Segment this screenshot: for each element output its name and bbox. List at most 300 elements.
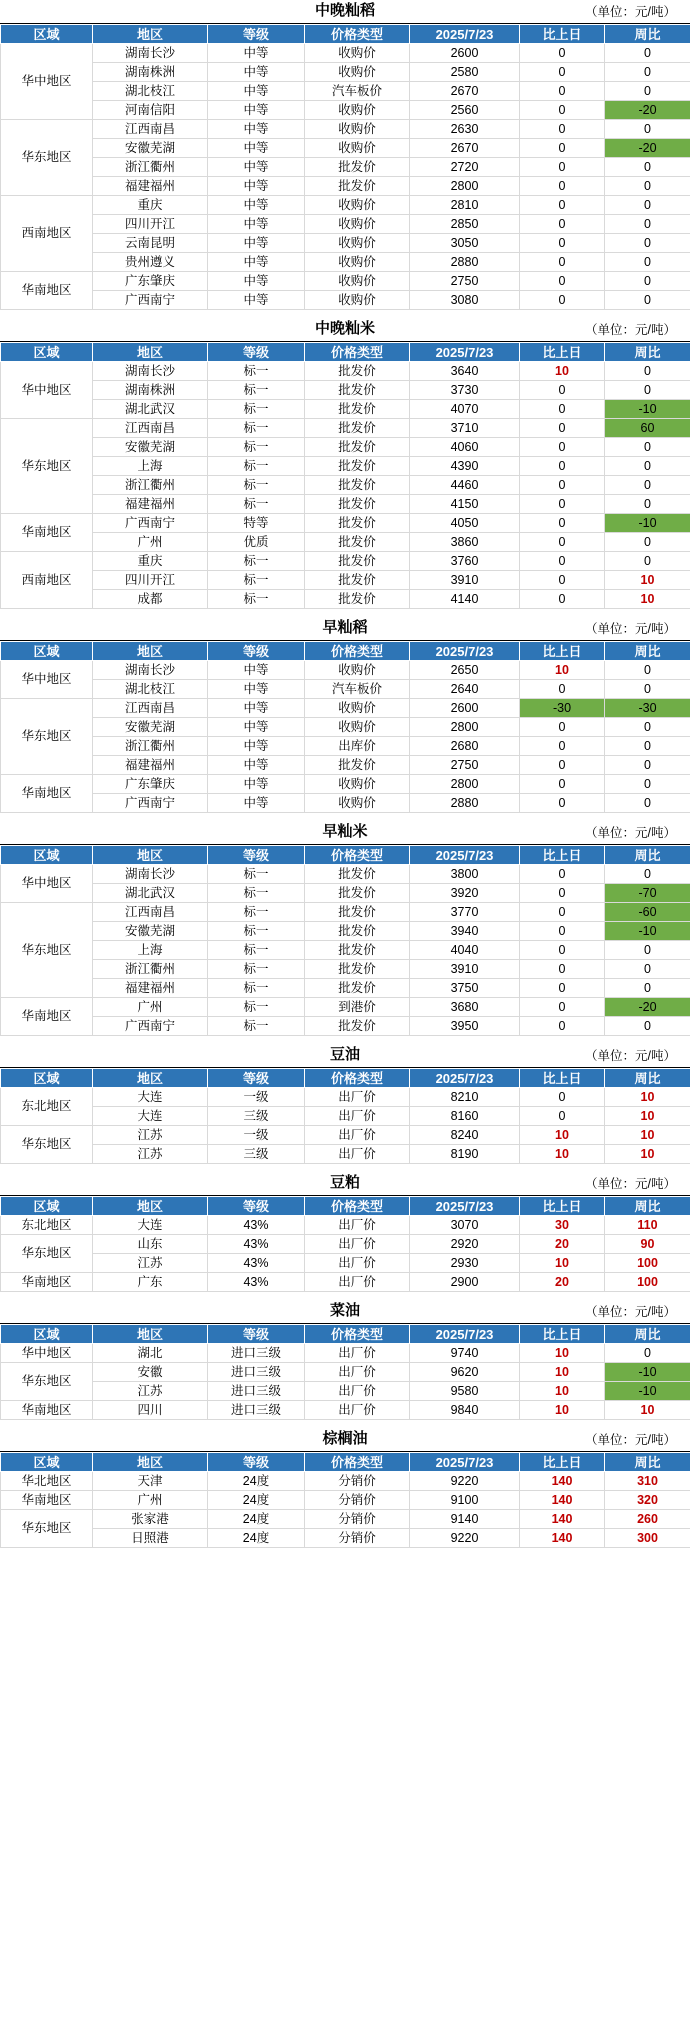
area-cell: 湖南长沙 [93,362,208,381]
area-cell: 安徽 [93,1363,208,1382]
grade-cell: 一级 [208,1126,305,1145]
day-change-cell: 0 [520,571,605,590]
area-cell: 四川 [93,1401,208,1420]
day-change-cell: 0 [520,922,605,941]
area-cell: 四川开江 [93,215,208,234]
price-cell: 2880 [410,794,520,813]
area-cell: 江苏 [93,1126,208,1145]
area-cell: 福建福州 [93,756,208,775]
price-cell: 4070 [410,400,520,419]
table-row [1,571,690,590]
price-type-cell: 分销价 [305,1491,410,1510]
area-cell: 成都 [93,590,208,609]
price-type-cell: 批发价 [305,514,410,533]
grade-cell: 中等 [208,718,305,737]
column-header-0: 区域 [1,642,93,661]
block-header [0,1172,690,1196]
price-cell: 8160 [410,1107,520,1126]
region-cell: 华南地区 [1,514,93,552]
area-cell: 湖南株洲 [93,381,208,400]
price-type-cell: 出厂价 [305,1401,410,1420]
grade-cell: 标一 [208,571,305,590]
price-type-cell: 分销价 [305,1510,410,1529]
price-cell: 2750 [410,756,520,775]
price-cell: 8210 [410,1088,520,1107]
price-cell: 3050 [410,234,520,253]
grade-cell: 进口三级 [208,1401,305,1420]
day-change-cell: 0 [520,903,605,922]
region-cell: 华南地区 [1,272,93,310]
table-row [1,1017,690,1036]
table-row [1,737,690,756]
area-cell: 贵州遵义 [93,253,208,272]
commodity-block [0,617,690,813]
day-change-cell: 0 [520,101,605,120]
table-row [1,44,690,63]
column-header-3: 价格类型 [305,1325,410,1344]
area-cell: 安徽芜湖 [93,922,208,941]
price-type-cell: 出厂价 [305,1107,410,1126]
week-change-cell: 320 [605,1491,690,1510]
area-cell: 江西南昌 [93,419,208,438]
day-change-cell: 10 [520,1363,605,1382]
price-cell: 2810 [410,196,520,215]
table-row [1,1529,690,1548]
unit-label: （单位：元/吨） [585,5,676,19]
day-change-cell: 0 [520,718,605,737]
grade-cell: 进口三级 [208,1363,305,1382]
grade-cell: 24度 [208,1510,305,1529]
day-change-cell: 0 [520,884,605,903]
price-cell: 3760 [410,552,520,571]
price-cell: 3940 [410,922,520,941]
grade-cell: 标一 [208,1017,305,1036]
day-change-cell: 0 [520,400,605,419]
region-cell: 华东地区 [1,1235,93,1273]
day-change-cell: 0 [520,590,605,609]
week-change-cell: -10 [605,514,690,533]
table-row [1,476,690,495]
grade-cell: 中等 [208,756,305,775]
region-cell: 东北地区 [1,1088,93,1126]
region-cell: 华东地区 [1,1363,93,1401]
table-row [1,960,690,979]
week-change-cell: 0 [605,177,690,196]
column-header-2: 等级 [208,1325,305,1344]
grade-cell: 标一 [208,381,305,400]
week-change-cell: 0 [605,718,690,737]
day-change-cell: 10 [520,1254,605,1273]
table-row [1,661,690,680]
price-table [0,1196,690,1292]
column-header-6: 周比 [605,1453,690,1472]
block-title: 豆油 [329,1046,360,1063]
table-row [1,1107,690,1126]
price-cell: 3910 [410,960,520,979]
week-change-cell: -10 [605,1382,690,1401]
area-cell: 福建福州 [93,495,208,514]
price-cell: 3770 [410,903,520,922]
column-header-6: 周比 [605,343,690,362]
grade-cell: 标一 [208,552,305,571]
region-cell: 华东地区 [1,419,93,514]
day-change-cell: 0 [520,272,605,291]
table-row [1,1254,690,1273]
price-type-cell: 批发价 [305,177,410,196]
day-change-cell: 0 [520,215,605,234]
price-type-cell: 收购价 [305,63,410,82]
column-header-2: 等级 [208,343,305,362]
price-cell: 3680 [410,998,520,1017]
area-cell: 广西南宁 [93,794,208,813]
price-type-cell: 收购价 [305,718,410,737]
price-type-cell: 出厂价 [305,1254,410,1273]
grade-cell: 标一 [208,941,305,960]
region-cell: 华南地区 [1,998,93,1036]
day-change-cell: 0 [520,44,605,63]
table-row [1,718,690,737]
week-change-cell: 0 [605,438,690,457]
price-cell: 3070 [410,1216,520,1235]
area-cell: 天津 [93,1472,208,1491]
week-change-cell: 10 [605,1107,690,1126]
region-cell: 华北地区 [1,1472,93,1491]
price-type-cell: 批发价 [305,979,410,998]
week-change-cell: 0 [605,158,690,177]
price-cell: 8190 [410,1145,520,1164]
column-header-0: 区域 [1,1453,93,1472]
grade-cell: 进口三级 [208,1344,305,1363]
table-row [1,1363,690,1382]
table-row [1,979,690,998]
grade-cell: 标一 [208,457,305,476]
price-type-cell: 出厂价 [305,1216,410,1235]
block-title: 豆粕 [329,1174,360,1191]
block-header [0,318,690,342]
day-change-cell: 10 [520,1382,605,1401]
price-type-cell: 批发价 [305,756,410,775]
region-cell: 东北地区 [1,1216,93,1235]
region-cell: 华南地区 [1,1401,93,1420]
price-cell: 3950 [410,1017,520,1036]
table-row [1,1401,690,1420]
week-change-cell: 0 [605,941,690,960]
table-row [1,177,690,196]
block-title: 早籼稻 [322,619,368,636]
week-change-cell: -20 [605,998,690,1017]
column-header-3: 价格类型 [305,1197,410,1216]
price-type-cell: 收购价 [305,291,410,310]
table-row [1,215,690,234]
price-type-cell: 收购价 [305,139,410,158]
table-row [1,1126,690,1145]
price-type-cell: 批发价 [305,960,410,979]
day-change-cell: 0 [520,234,605,253]
table-row [1,1145,690,1164]
column-header-0: 区域 [1,846,93,865]
price-cell: 2880 [410,253,520,272]
price-type-cell: 批发价 [305,495,410,514]
table-header-row [1,1325,690,1344]
column-header-4: 2025/7/23 [410,642,520,661]
block-header [0,617,690,641]
block-header [0,1044,690,1068]
grade-cell: 中等 [208,234,305,253]
commodity-block [0,821,690,1036]
week-change-cell: 10 [605,1088,690,1107]
commodity-block [0,0,690,310]
area-cell: 湖南长沙 [93,44,208,63]
grade-cell: 特等 [208,514,305,533]
column-header-1: 地区 [93,343,208,362]
day-change-cell: 0 [520,865,605,884]
price-type-cell: 收购价 [305,196,410,215]
price-cell: 4040 [410,941,520,960]
table-row [1,362,690,381]
area-cell: 广东肇庆 [93,272,208,291]
column-header-4: 2025/7/23 [410,1453,520,1472]
grade-cell: 一级 [208,1088,305,1107]
price-cell: 2900 [410,1273,520,1292]
grade-cell: 中等 [208,661,305,680]
column-header-3: 价格类型 [305,25,410,44]
price-cell: 4390 [410,457,520,476]
column-header-1: 地区 [93,1197,208,1216]
week-change-cell: 0 [605,120,690,139]
table-row [1,1216,690,1235]
week-change-cell: 0 [605,362,690,381]
day-change-cell: 0 [520,82,605,101]
price-type-cell: 收购价 [305,120,410,139]
region-cell: 华中地区 [1,661,93,699]
week-change-cell: 0 [605,661,690,680]
week-change-cell: 0 [605,272,690,291]
block-header [0,1300,690,1324]
area-cell: 江苏 [93,1254,208,1273]
table-row [1,1088,690,1107]
grade-cell: 43% [208,1235,305,1254]
commodity-block [0,1300,690,1420]
column-header-6: 周比 [605,846,690,865]
price-type-cell: 收购价 [305,272,410,291]
region-cell: 华中地区 [1,362,93,419]
price-cell: 2930 [410,1254,520,1273]
day-change-cell: 0 [520,756,605,775]
area-cell: 湖北枝江 [93,680,208,699]
column-header-2: 等级 [208,642,305,661]
price-cell: 2670 [410,139,520,158]
table-row [1,552,690,571]
block-header [0,1428,690,1452]
table-row [1,1235,690,1254]
grade-cell: 中等 [208,82,305,101]
price-type-cell: 出厂价 [305,1145,410,1164]
area-cell: 上海 [93,457,208,476]
price-type-cell: 批发价 [305,590,410,609]
area-cell: 安徽芜湖 [93,139,208,158]
day-change-cell: 0 [520,533,605,552]
week-change-cell: 100 [605,1254,690,1273]
unit-label: （单位：元/吨） [585,1433,676,1447]
price-type-cell: 收购价 [305,44,410,63]
table-row [1,158,690,177]
grade-cell: 24度 [208,1472,305,1491]
day-change-cell: 0 [520,794,605,813]
grade-cell: 中等 [208,775,305,794]
table-row [1,1472,690,1491]
week-change-cell: 0 [605,552,690,571]
day-change-cell: 0 [520,960,605,979]
table-row [1,82,690,101]
block-header [0,0,690,24]
column-header-5: 比上日 [520,846,605,865]
grade-cell: 中等 [208,177,305,196]
price-type-cell: 出厂价 [305,1273,410,1292]
price-type-cell: 批发价 [305,438,410,457]
grade-cell: 中等 [208,120,305,139]
table-row [1,400,690,419]
grade-cell: 标一 [208,419,305,438]
unit-label: （单位：元/吨） [585,1049,676,1063]
grade-cell: 中等 [208,101,305,120]
area-cell: 湖南株洲 [93,63,208,82]
table-row [1,680,690,699]
column-header-2: 等级 [208,1069,305,1088]
column-header-4: 2025/7/23 [410,25,520,44]
price-cell: 9220 [410,1472,520,1491]
price-cell: 9140 [410,1510,520,1529]
price-cell: 9580 [410,1382,520,1401]
grade-cell: 中等 [208,291,305,310]
unit-label: （单位：元/吨） [585,323,676,337]
price-type-cell: 出厂价 [305,1235,410,1254]
week-change-cell: 0 [605,63,690,82]
price-cell: 4150 [410,495,520,514]
region-cell: 华东地区 [1,1510,93,1548]
table-header-row [1,1453,690,1472]
area-cell: 河南信阳 [93,101,208,120]
week-change-cell: 0 [605,737,690,756]
grade-cell: 标一 [208,400,305,419]
day-change-cell: 0 [520,177,605,196]
price-cell: 4460 [410,476,520,495]
day-change-cell: 0 [520,419,605,438]
table-row [1,272,690,291]
week-change-cell: -60 [605,903,690,922]
grade-cell: 三级 [208,1107,305,1126]
grade-cell: 标一 [208,495,305,514]
grade-cell: 24度 [208,1529,305,1548]
day-change-cell: 0 [520,196,605,215]
table-row [1,234,690,253]
table-row [1,533,690,552]
area-cell: 浙江衢州 [93,476,208,495]
grade-cell: 标一 [208,362,305,381]
day-change-cell: 0 [520,63,605,82]
price-cell: 3730 [410,381,520,400]
week-change-cell: 110 [605,1216,690,1235]
week-change-cell: 0 [605,495,690,514]
week-change-cell: 300 [605,1529,690,1548]
column-header-2: 等级 [208,846,305,865]
grade-cell: 中等 [208,196,305,215]
area-cell: 上海 [93,941,208,960]
week-change-cell: 0 [605,1017,690,1036]
week-change-cell: 0 [605,756,690,775]
column-header-3: 价格类型 [305,1069,410,1088]
column-header-2: 等级 [208,1197,305,1216]
price-cell: 2750 [410,272,520,291]
week-change-cell: 0 [605,253,690,272]
week-change-cell: 0 [605,44,690,63]
grade-cell: 中等 [208,699,305,718]
grade-cell: 中等 [208,158,305,177]
table-row [1,101,690,120]
day-change-cell: 140 [520,1472,605,1491]
week-change-cell: -10 [605,922,690,941]
grade-cell: 标一 [208,865,305,884]
day-change-cell: 0 [520,1088,605,1107]
column-header-0: 区域 [1,1069,93,1088]
column-header-5: 比上日 [520,25,605,44]
table-row [1,1491,690,1510]
area-cell: 安徽芜湖 [93,438,208,457]
day-change-cell: 0 [520,253,605,272]
price-table [0,1324,690,1420]
region-cell: 华南地区 [1,775,93,813]
price-type-cell: 到港价 [305,998,410,1017]
week-change-cell: 0 [605,381,690,400]
week-change-cell: -20 [605,139,690,158]
column-header-3: 价格类型 [305,642,410,661]
area-cell: 大连 [93,1088,208,1107]
column-header-0: 区域 [1,1325,93,1344]
area-cell: 大连 [93,1107,208,1126]
area-cell: 广州 [93,533,208,552]
price-table [0,845,690,1036]
price-cell: 2650 [410,661,520,680]
price-type-cell: 批发价 [305,571,410,590]
price-cell: 2680 [410,737,520,756]
day-change-cell: 0 [520,552,605,571]
price-type-cell: 分销价 [305,1529,410,1548]
area-cell: 湖北 [93,1344,208,1363]
block-title: 菜油 [329,1302,360,1319]
week-change-cell: 10 [605,590,690,609]
grade-cell: 标一 [208,438,305,457]
area-cell: 福建福州 [93,177,208,196]
price-type-cell: 收购价 [305,794,410,813]
day-change-cell: 140 [520,1491,605,1510]
price-type-cell: 收购价 [305,253,410,272]
area-cell: 浙江衢州 [93,737,208,756]
table-row [1,457,690,476]
price-cell: 3750 [410,979,520,998]
price-cell: 3860 [410,533,520,552]
table-row [1,794,690,813]
commodity-block [0,1428,690,1548]
week-change-cell: 0 [605,82,690,101]
day-change-cell: 0 [520,680,605,699]
area-cell: 张家港 [93,1510,208,1529]
grade-cell: 标一 [208,903,305,922]
table-row [1,63,690,82]
price-cell: 3080 [410,291,520,310]
price-cell: 9740 [410,1344,520,1363]
grade-cell: 标一 [208,960,305,979]
price-type-cell: 汽车板价 [305,82,410,101]
day-change-cell: 10 [520,1344,605,1363]
